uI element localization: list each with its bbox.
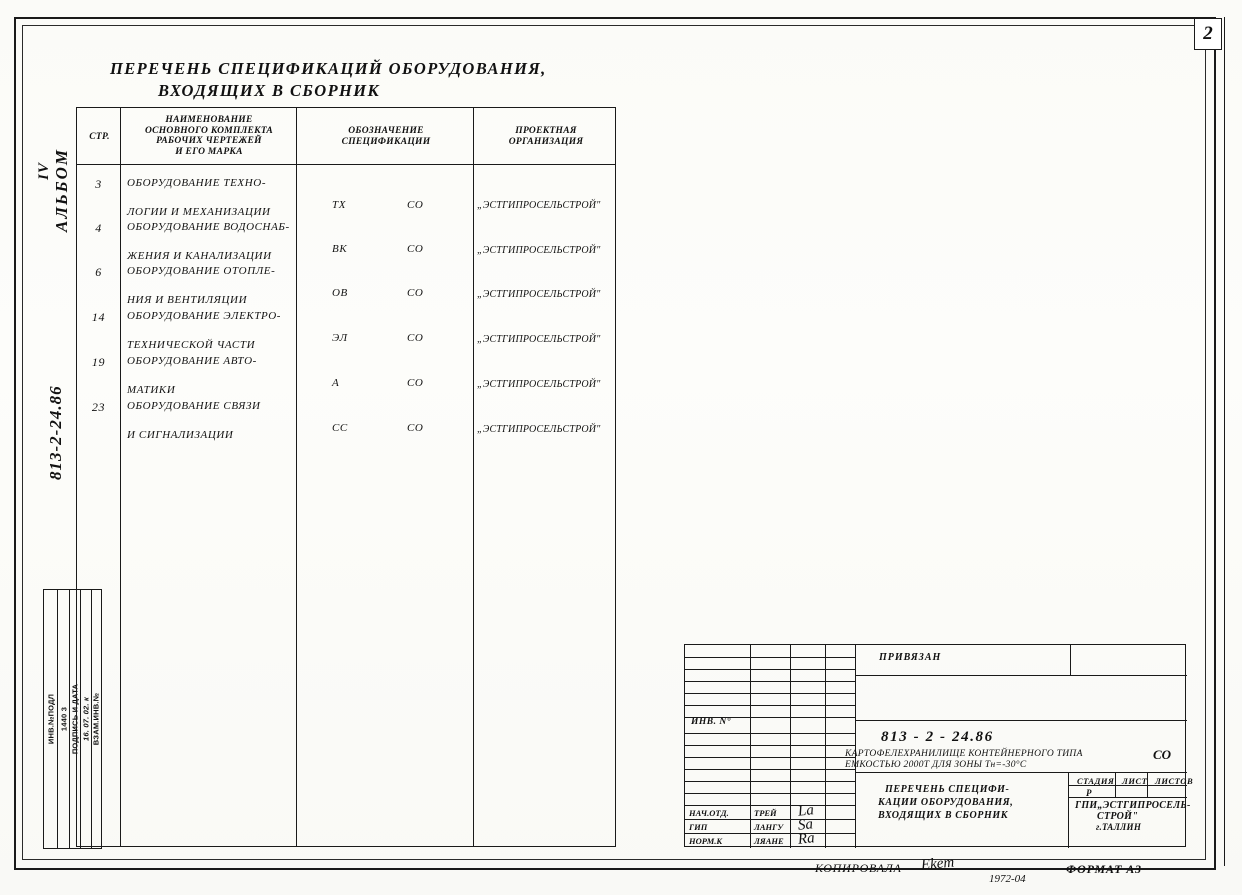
signer-signature: Ra — [797, 830, 816, 848]
tb-h5 — [685, 705, 855, 706]
doc-title-line3: ВХОДЯЩИХ В СБОРНИК — [878, 810, 1009, 821]
stamp-column-inv-value — [58, 590, 70, 848]
row-name-line1: ОБОРУДОВАНИЕ СВЯЗИ — [127, 400, 261, 412]
stamp-column-vzam-inv-label: ВЗАМ.ИНВ.№ — [91, 692, 101, 746]
page-number-box — [1194, 18, 1222, 50]
page-title — [110, 58, 547, 102]
row-mark: ТХ — [332, 199, 347, 211]
page-number: 2 — [1203, 23, 1213, 44]
stamp-column-inv — [44, 590, 58, 848]
row-code: СО — [407, 422, 424, 434]
tb-h3 — [685, 681, 855, 682]
doc-title-line1: ПЕРЕЧЕНЬ СПЕЦИФИ- — [885, 784, 1010, 795]
header-name-line3: РАБОЧИХ ЧЕРТЕЖЕЙ — [156, 136, 262, 146]
signer-role: НАЧ.ОТД. — [689, 808, 729, 818]
handwritten-date: 16. 07. 02. к — [81, 697, 91, 741]
row-name-line1: ОБОРУДОВАНИЕ ВОДОСНАБ- — [127, 221, 290, 233]
row-mark: ЭЛ — [332, 332, 348, 344]
listov-label: ЛИСТОВ — [1155, 776, 1194, 786]
table-divider-2 — [296, 108, 297, 846]
row-name-line1: ОБОРУДОВАНИЕ ОТОПЛЕ- — [127, 265, 276, 277]
album-number: IV — [36, 162, 52, 180]
page-title-line2: ВХОДЯЩИХ В СБОРНИК — [158, 81, 381, 100]
copy-date: 1972-04 — [989, 873, 1026, 885]
privyazan-label: ПРИВЯЗАН — [879, 652, 942, 663]
row-organization: „ЭСТГИПРОСЕЛЬСТРОЙ" — [477, 379, 601, 390]
row-organization: „ЭСТГИПРОСЕЛЬСТРОЙ" — [477, 424, 601, 435]
row-mark: ВК — [332, 243, 348, 255]
header-name — [125, 115, 293, 157]
header-organization-line2: ОРГАНИЗАЦИЯ — [508, 136, 584, 147]
tb-h4 — [685, 693, 855, 694]
tb-h13 — [685, 805, 855, 806]
specification-table — [76, 107, 616, 847]
header-page: СТР. — [89, 132, 110, 142]
inv-number: 1440 3 — [59, 706, 69, 732]
project-code: 813 - 2 - 24.86 — [881, 729, 994, 745]
page-title-line1: ПЕРЕЧЕНЬ СПЕЦИФИКАЦИЙ ОБОРУДОВАНИЯ, — [110, 59, 547, 78]
row-name-line2: МАТИКИ — [127, 384, 176, 396]
row-code: СО — [407, 199, 424, 211]
row-name-line2: ТЕХНИЧЕСКОЙ ЧАСТИ — [127, 339, 256, 351]
row-code: СО — [407, 243, 424, 255]
table-divider-3 — [473, 108, 474, 846]
header-name-line2: ОСНОВНОГО КОМПЛЕКТА — [144, 125, 274, 136]
organization-line1: ГПИ„ЭСТГИПРОСЕЛЬ- — [1075, 800, 1191, 811]
object-line2: ЕМКОСТЬЮ 2000Т ДЛЯ ЗОНЫ Тн=-30°С — [845, 760, 1027, 770]
tb-rh3 — [855, 772, 1187, 773]
header-name-line1: НАИМЕНОВАНИЕ — [165, 115, 253, 125]
row-mark: ОВ — [332, 287, 348, 299]
organization-line3: г.ТАЛЛИН — [1096, 822, 1142, 832]
signer-signature: La — [797, 802, 815, 820]
tb-h7 — [685, 733, 855, 734]
header-name-line4: И ЕГО МАРКА — [175, 146, 243, 157]
signer-name: ЛЯАНЕ — [754, 836, 784, 846]
organization-line2: СТРОЙ" — [1097, 811, 1139, 822]
tb-h1 — [685, 657, 855, 658]
tb-h11 — [685, 781, 855, 782]
tb-rh2 — [855, 720, 1187, 721]
stamp-column-inv-label: ИНВ.№ПОДЛ — [46, 693, 55, 745]
tb-rv1 — [1068, 772, 1069, 848]
row-organization: „ЭСТГИПРОСЕЛЬСТРОЙ" — [477, 334, 601, 345]
row-organization: „ЭСТГИПРОСЕЛЬСТРОЙ" — [477, 200, 601, 211]
row-name-line2: ЖЕНИЯ И КАНАЛИЗАЦИИ — [127, 250, 272, 262]
tb-h10 — [685, 769, 855, 770]
copied-by-signature: Ekem — [920, 854, 955, 874]
row-name-line2: НИЯ И ВЕНТИЛЯЦИИ — [127, 294, 248, 306]
header-organization — [477, 126, 615, 147]
tb-rv4 — [1070, 645, 1071, 675]
tb-v2 — [790, 645, 791, 848]
header-organization-line1: ПРОЕКТНАЯ — [515, 126, 577, 136]
signer-name: ТРЕЙ — [754, 808, 777, 818]
tb-h15 — [685, 833, 855, 834]
row-organization: „ЭСТГИПРОСЕЛЬСТРОЙ" — [477, 289, 601, 300]
row-code: СО — [407, 332, 424, 344]
header-designation — [301, 126, 471, 147]
right-edge-line — [1224, 17, 1225, 866]
row-name-line2: ЛОГИИ И МЕХАНИЗАЦИИ — [127, 206, 271, 218]
row-page: 4 — [95, 221, 102, 235]
stadia-value: Р — [1086, 788, 1092, 798]
row-name-line1: ОБОРУДОВАНИЕ ТЕХНО- — [127, 177, 267, 189]
row-code: СО — [407, 287, 424, 299]
tb-h9 — [685, 757, 855, 758]
project-code-margin: 813-2-24.86 — [46, 385, 65, 480]
tb-h14 — [685, 819, 855, 820]
object-code: СО — [1153, 747, 1172, 762]
title-block — [684, 644, 1194, 848]
signer-role: ГИП — [689, 822, 708, 832]
format-note: ФОРМАТ А3 — [1066, 862, 1142, 876]
doc-title-line2: КАЦИИ ОБОРУДОВАНИЯ, — [878, 797, 1014, 808]
tb-h2 — [685, 669, 855, 670]
row-organization: „ЭСТГИПРОСЕЛЬСТРОЙ" — [477, 245, 601, 256]
tb-v3 — [825, 645, 826, 848]
header-designation-line2: СПЕЦИФИКАЦИИ — [341, 136, 431, 147]
row-page: 3 — [95, 177, 102, 191]
row-name-line1: ОБОРУДОВАНИЕ АВТО- — [127, 355, 257, 367]
row-page: 23 — [91, 400, 106, 414]
row-code: СО — [407, 377, 424, 389]
object-line1: КАРТОФЕЛЕХРАНИЛИЩЕ КОНТЕЙНЕРНОГО ТИПА — [845, 749, 1083, 759]
row-page: 6 — [95, 265, 102, 279]
table-divider-1 — [120, 108, 121, 846]
signer-signature: Sa — [797, 816, 814, 834]
row-mark: СС — [332, 422, 348, 434]
row-mark: А — [332, 377, 340, 389]
stadia-label: СТАДИЯ — [1077, 776, 1115, 786]
stamp-column-signature-date-label: ПОДПИСЬ И ДАТА — [70, 683, 80, 755]
tb-rv2 — [1115, 772, 1116, 797]
tb-v1 — [750, 645, 751, 848]
signer-role: НОРМ.К — [689, 836, 723, 846]
tb-h8 — [685, 745, 855, 746]
row-name-line1: ОБОРУДОВАНИЕ ЭЛЕКТРО- — [127, 310, 282, 322]
row-name-line2: И СИГНАЛИЗАЦИИ — [127, 429, 234, 441]
copied-by-label: КОПИРОВАЛА — [815, 861, 902, 875]
list-label: ЛИСТ — [1122, 776, 1148, 786]
header-designation-line1: ОБОЗНАЧЕНИЕ — [348, 126, 424, 136]
signer-name: ЛАНГУ — [754, 822, 784, 832]
inv-no-label: ИНВ. N° — [691, 717, 732, 727]
album-label: АЛЬБОМ — [52, 148, 71, 232]
row-page: 14 — [91, 310, 106, 324]
tb-h12 — [685, 793, 855, 794]
tb-rh1 — [855, 675, 1187, 676]
row-page: 19 — [91, 355, 106, 369]
